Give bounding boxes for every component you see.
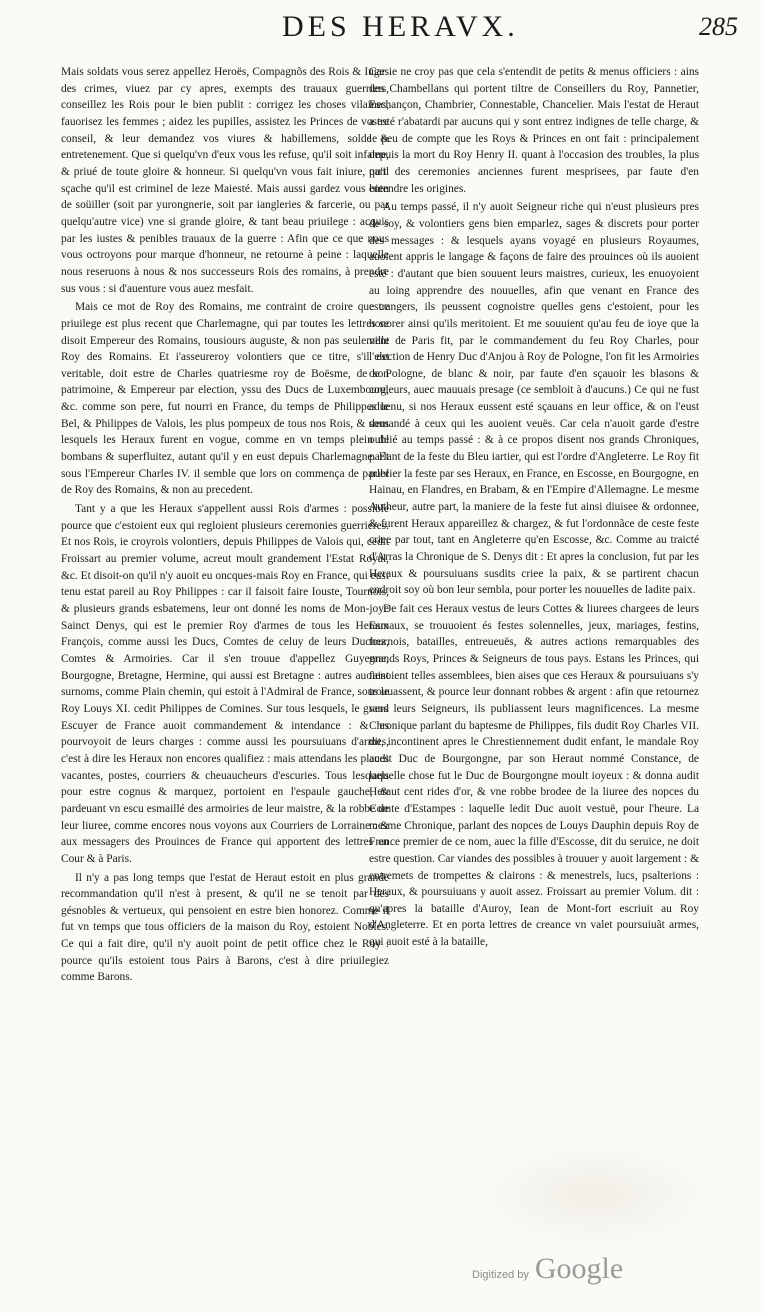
watermark-prefix: Digitized by (472, 1269, 529, 1281)
paragraph: Tant y a que les Heraux s'appellent aussi Rois d'armes : possible pource que c'estoient eux qui regloient plusieurs ceremonies guerrieres. Et nos Rois, ie croyrois volontiers, depuis Philippes de Valois qui, cedit Froissart au premier volume, acreut moult grandement l'Estat Royal, &c. Et disoit-on qu'il n'y auoit eu oncques-mais Roy en France, qui eust tenu estat pareil au Roy Philippes : car il faisoit faire Iouste, Tournois, & plusieurs grands esbatemens, leur ont donné les noms de Mon-joye Sainct Denys, qui est le premier Roy d'armes de tous les Heraux François, comme aussi les Ducs, Comtes de celuy de leurs Duchez, Comtes & Armoiries. Car il s'en trouue d'appellez Guyenne, Bourgogne, Bretagne, Hermine, qui aussi est Bretagne : autres auoient surnoms, comme Plain chemin, qui estoit à l'Admiral de France, sous le Roy Louys XI. cedit Philippes de Comines. Sur tous lesquels, le grand Escuyer de France auoit commandement & intendance : & les pourvoyoit de leurs charges : comme aussi les poursuiuans d'armes, c'est à dire les Heraux non encores qualifiez : mais attendans les places vacantes, postes, courriers & cheuaucheurs d'escuries. Tous lesquels pour estre cognus & marquez, portoient en l'espaule gauche, & pardeuant vn escu esmaillé des armoiries de leur maistre, & la robbe de leur liuree, comme encores nous voyons aux Courriers de Lorraine : & aux messagers des Prouinces de France qui apportent des lettres en Cour & à Paris. (61, 503, 389, 865)
paragraph: Mais soldats vous serez appellez Heroës, Compagnõs des Rois & Iuges des crimes, viuez par cy apres, exempts des trauaux guerriers, conseillez les Rois pour le bien publit : corrigez les choses vilaines, fauorisez les femmes ; aidez les pupilles, assistez les Princes de vostre conseil, & leur demandez vos viures & habillemens, solde & entretenement. Que si quelqu'vn d'eux vous les refuse, qu'il soit infame, & priué de toute gloire & honneur. Si quelqu'vn vous fait iniure, qu'il sçache qu'il est criminel de leze Maiesté. Mais aussi gardez vous bien de soüiller (soit par yurongnerie, soit par iangleries & farcerie, ou par quelqu'autre vice) vne si grande gloire, & tant beau priuilege : acquis par les iustes & penibles trauaux de la guerre : Afin que ce que nous vous octroyons pour marque d'honneur, ne retourne à peine : laquelle nous reseruons à nous & nos successeurs Rois des romains, à prendre sus vous : si d'auenture vous auez mesfait. (61, 66, 389, 295)
paragraph: Il n'y a pas long temps que l'estat de Heraut estoit en plus grande recommandation qu'il n'est à present, & qu'il ne se tenoit par des gésnobles & vertueux, qui pensoient en estre bien honorez. Comme il fut vn temps que tous officiers de la maison du Roy, estoient Nobles. Ce qui a fait dire, qu'il n'y auoit point de petit office chez le Roy : pource qu'ils estoient tous Pairs à Barons, c'est à dire priuilegiez comme Barons. (61, 871, 389, 984)
page-number: 285 (699, 12, 738, 41)
paper-stain (470, 1140, 720, 1250)
digitized-watermark (472, 1252, 623, 1286)
page-header (0, 8, 764, 68)
right-column (369, 64, 699, 953)
paragraph: Au temps passé, il n'y auoit Seigneur riche qui n'eust plusieurs pres de soy, & volontiers gens bien emparlez, sages & discrets pour porter des messages : & lesquels ayans voyagé en plusieurs Royaumes, auoient appris le langage & façons de faire des prouinces où ils auoient esté : d'autant que bien souuent leurs maistres, curieux, les enuoyoient au loing apprendre des nouuelles, afin que venant en France des estrangers, ils peussent cognoistre quelles gens c'estoient, pour les honorer ainsi qu'ils meritoient. Et me souuient qu'au feu de ioye que la ville de Paris fit, par le commandement du feu Roy Charles, pour l'election de Henry Duc d'Anjou à Roy de Pologne, l'on fit les Armoiries de Pologne, de blanc & noir, par faute d'en sçauoir les blasons & couleurs, auec mauuais presage (ce sembloit à d'aucuns.) Ce qui ne fust aduenu, si nos Heraux eussent esté sçauans en leur office, & on l'eust demandé à ceux qui les auoient veuës. Car cela n'auoit garde d'estre oublié au temps passé : & à ce propos disent nos grands Chroniques, parlant de la feste du Bleu iartier, qui est l'ordre d'Angleterre. Le Roy fit publier la feste par ses Heraux, en France, en Escosse, en Bourgogne, en Hainau, en Flandres, en Brabam, & en l'Empire d'Allemagne. Le mesme Autheur, autre part, la maniere de la feste fut ainsi diuisee & ordonnee, & furent Heraux appareillez & chargez, & fut l'ordonnãce de ceste feste criee par tout, tant en Angleterre qu'en Escosse, &c. Comme au traicté d'Arras la Chronique de S. Denys dit : Et apres la conclusion, fut par les Heraux & poursuiuans susdits criee la paix, & se partirent chacun endroit soy où bon leur sembla, pour porter les nouuelles de ladite paix. (369, 201, 700, 597)
paragraph: Mais ce mot de Roy des Romains, me contraint de croire que ce priuilege est plus recent que Charlemagne, qui par toutes les lettres se disoit Empereur des Romains, tousiours auguste, & non pas seulement Roy des Romains. Et i'asseureroy volontiers que ce titre, s'il est veritable, doit estre de Charles quatriesme roy de Boësme, de son patrimoine, & Empereur par election, yssu des Ducs de Luxembourg, &c. comme son pere, fut nourri en France, du temps de Philippes le Bel, & Philippes de Valois, les plus pompeux de tous nos Rois, & sous lesquels les Heraux furent en vogue, comme en vn temps plein de bombans & superfluitez, autant qu'il y en eust depuis Charlemagne. Et sous l'Empereur Charles IV. il semble que lors on commença de parler de Roy des Romains, & non au precedent. (61, 301, 389, 497)
watermark-brand: Google (534, 1252, 624, 1285)
paragraph: De fait ces Heraux vestus de leurs Cottes & liurees chargees de leurs Esmaux, se trouuoient és festes solennelles, jeux, mariages, festins, tournois, batailles, entreueuës, & autres actions remarquables des grands Roys, Princes & Seigneurs de tous pays. Estans les Princes, qui faisoient telles assemblees, bien aises que ces Heraux & poursuiuans s'y trouuassent, & pource leur donnant robbes & argent : afin que retournez vers leurs Seigneurs, ils publiassent leurs magnificences. La mesme Chronique parlant du baptesme de Philippes, fils dudit Roy Charles VII. dit, incontinent apres le Chrestiennement dudit enfant, le mandale Roy audit Duc de Bourgongne, par son Heraut nommé Constance, de laquelle chose fut le Duc de Bourgongne moult ioyeux : & donna audit Heraut cent rides d'or, & vne robbe brodee de la liuree des nopces du Comte d'Estampes : laquelle ledit Duc auoit vestuë, pour l'heure. La mesme Chronique, parlant des nopces de Louys Dauphin depuis Roy de France premier de ce nom, auec la fille d'Escosse, dit du seruice, ne doit estre question. Car viandes des possibles à trouuer y auoit largement : & entremets de trompettes & clairons : & menestrels, lucs, psalterions : Heraux, & poursuiuans y auoit assez. Froissart au premier Volum. dit : qu'apres la bataille d'Auroy, Iean de Mont-fort escriuit au Roy d'Angleterre. Et en porta lettres de creance vn valet poursuiuãt armes, qui auoit esté à la bataille, (369, 603, 699, 949)
running-title: DES HERAVX. (282, 10, 519, 43)
paragraph: Car ie ne croy pas que cela s'entendit de petits & menus officiers : ains des Chambellans qui portent tiltre de Conseillers du Roy, Pannetier, Eschançon, Chambrier, Connestable, Chancelier. Mais l'estat de Heraut a esté r'abatardi par aucuns qui y sont entrez indignes de telle charge, & le peu de compte que les Roys & Princes en ont fait : principalement depuis la mort du Roy Henry II. quant à l'occasion des troubles, la plus part des ceremonies anciennes furent mesprisees, par faute d'en entendre les origines. (369, 66, 699, 195)
left-column (61, 64, 389, 988)
